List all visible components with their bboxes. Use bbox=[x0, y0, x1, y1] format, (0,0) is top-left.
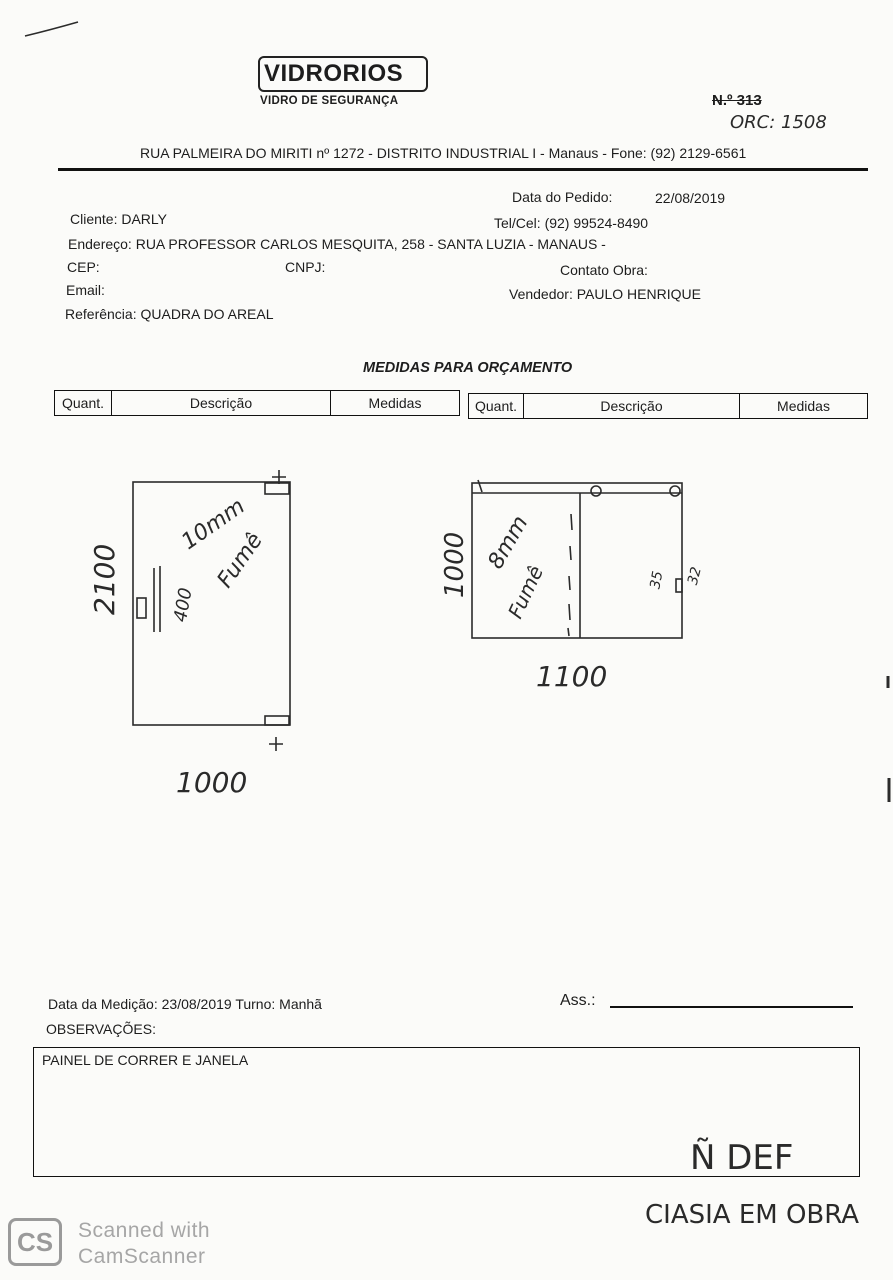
left-top-fitting bbox=[265, 483, 289, 494]
col-meas-header: Medidas bbox=[777, 398, 830, 414]
camscanner-logo: CS bbox=[8, 1218, 62, 1266]
left-height-label: 2100 bbox=[88, 543, 121, 615]
left-color-label: Fumê bbox=[212, 528, 268, 593]
company-tagline: VIDRO DE SEGURANÇA bbox=[260, 95, 399, 107]
right-roller-right bbox=[670, 486, 680, 496]
col-desc-header: Descrição bbox=[524, 394, 740, 418]
right-corner-tick bbox=[478, 480, 482, 492]
col-meas-header: Medidas bbox=[368, 395, 422, 411]
client-name: Cliente: DARLY bbox=[70, 211, 168, 227]
right-roller-left bbox=[591, 486, 601, 496]
right-height-label: 1000 bbox=[440, 531, 470, 598]
handwritten-obra: CIASIA EM OBRA bbox=[645, 1200, 860, 1230]
company-logo: VIDRORIOS bbox=[264, 60, 404, 87]
client-address: Endereço: RUA PROFESSOR CARLOS MESQUITA, 258 - SANTA LUZIA - MANAUS - bbox=[68, 236, 606, 252]
left-bottom-fitting bbox=[265, 716, 289, 725]
observation-text: PAINEL DE CORRER E JANELA bbox=[42, 1052, 249, 1068]
camscanner-watermark bbox=[78, 1218, 210, 1270]
cep-label: CEP: bbox=[67, 259, 100, 275]
company-address: RUA PALMEIRA DO MIRITI nº 1272 - DISTRITO INDUSTRIAL I - Manaus - Fone: (92) 2129-6561 bbox=[140, 145, 747, 161]
left-lock bbox=[137, 598, 146, 618]
right-dashed-line bbox=[568, 514, 572, 636]
left-thickness-label: 10mm bbox=[177, 493, 250, 556]
handwritten-ndef: Ñ DEF bbox=[690, 1138, 794, 1178]
signature-label: Ass.: bbox=[560, 992, 596, 1009]
col-desc-header: Descrição bbox=[112, 391, 331, 415]
signature-line bbox=[610, 1006, 853, 1008]
seller-name: Vendedor: PAULO HENRIQUE bbox=[509, 286, 701, 302]
order-date-label: Data do Pedido: bbox=[512, 189, 613, 205]
right-note-b: 32 bbox=[684, 565, 705, 587]
orc-number: ORC: 1508 bbox=[730, 112, 827, 133]
col-qty-header: Quant. bbox=[469, 394, 524, 418]
right-note-a: 35 bbox=[647, 569, 667, 591]
right-width-label: 1100 bbox=[536, 660, 608, 693]
client-phone: Tel/Cel: (92) 99524-8490 bbox=[494, 215, 649, 231]
struck-order-number: N.º 313 bbox=[712, 92, 762, 109]
left-width-label: 1000 bbox=[176, 766, 248, 799]
left-bottom-cross bbox=[269, 737, 283, 751]
measurements-title: MEDIDAS PARA ORÇAMENTO bbox=[363, 360, 573, 376]
measurement-date: Data da Medição: 23/08/2019 Turno: Manhã bbox=[48, 996, 322, 1012]
observations-label: OBSERVAÇÕES: bbox=[46, 1021, 156, 1037]
cnpj-label: CNPJ: bbox=[285, 259, 326, 275]
email-label: Email: bbox=[66, 282, 105, 298]
left-handle-label: 400 bbox=[170, 586, 197, 624]
right-color-label: Fumê bbox=[503, 561, 549, 623]
watermark-line2: CamScanner bbox=[78, 1245, 206, 1268]
watermark-line1: Scanned with bbox=[78, 1219, 211, 1242]
right-lock bbox=[676, 579, 682, 592]
order-date-value: 22/08/2019 bbox=[655, 190, 726, 206]
reference-text: Referência: QUADRA DO AREAL bbox=[65, 306, 274, 322]
contact-label: Contato Obra: bbox=[560, 262, 648, 278]
col-qty-header: Quant. bbox=[55, 391, 112, 415]
pen-mark bbox=[25, 22, 78, 36]
left-handle bbox=[154, 566, 160, 632]
right-thickness-label: 8mm bbox=[483, 511, 534, 574]
